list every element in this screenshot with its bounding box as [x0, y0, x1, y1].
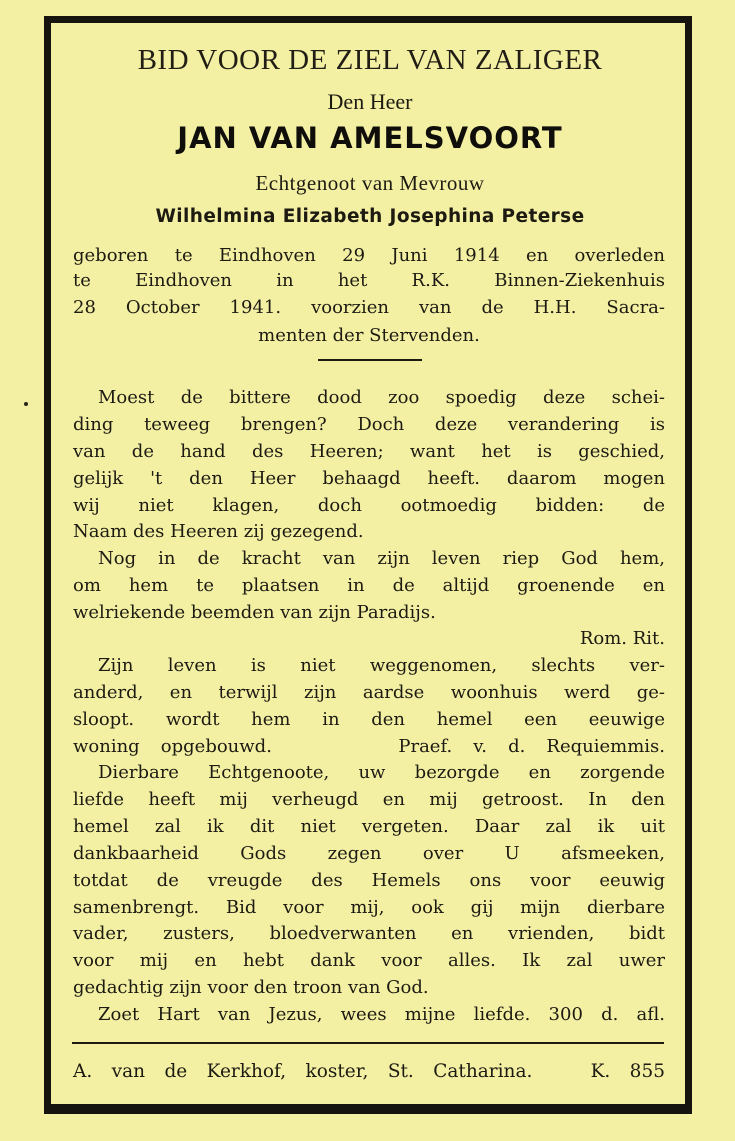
- text-line: Naam des Heeren zij gezegend.: [73, 521, 364, 542]
- text-line: liefde heeft mij verheugd en mij getroost. In den: [73, 789, 665, 810]
- text-line: samenbrengt. Bid voor mij, ook gij mijn dierbare: [73, 897, 665, 918]
- text-line: voor mij en hebt dank voor alles. Ik zal uwer: [73, 950, 665, 971]
- text-line: Nog in de kracht van zijn leven riep God hem,: [98, 548, 665, 569]
- footer-divider: [72, 1042, 664, 1044]
- divider: [318, 359, 422, 361]
- text-line: hemel zal ik dit niet vergeten. Daar zal ik uit: [73, 816, 665, 837]
- text-line: anderd, en terwijl zijn aardse woonhuis werd ge-: [73, 682, 665, 703]
- birth-death-line: te Eindhoven in het R.K. Binnen-Ziekenhuis: [73, 270, 665, 291]
- text-line: Dierbare Echtgenoote, uw bezorgde en zorgende: [98, 762, 665, 783]
- text-line: wij niet klagen, doch ootmoedig bidden: de: [73, 495, 665, 516]
- printer-credit: A. van de Kerkhof, koster, St. Catharina. K. 855: [73, 1061, 665, 1082]
- text-line: sloopt. wordt hem in den hemel een eeuwige: [73, 709, 665, 730]
- honorific: Den Heer: [327, 89, 413, 114]
- text-line: totdat de vreugde des Hemels ons voor eeuwig: [73, 870, 665, 891]
- text-line: dankbaarheid Gods zegen over U afsmeeken,: [73, 843, 665, 864]
- spouse-name: Wilhelmina Elizabeth Josephina Peterse: [155, 206, 585, 227]
- text-line: ding teweeg brengen? Doch deze verandering is: [73, 414, 665, 435]
- text-line: om hem te plaatsen in de altijd groenende en: [73, 575, 665, 596]
- deceased-name: JAN VAN AMELSVOORT: [177, 121, 563, 155]
- text-line: van de hand des Heeren; want het is geschied,: [73, 441, 665, 462]
- card-header: BID VOOR DE ZIEL VAN ZALIGER: [137, 44, 603, 76]
- text-line: Zijn leven is niet weggenomen, slechts ver-: [98, 655, 665, 676]
- text-line: gedachtig zijn voor den troon van God.: [73, 977, 429, 998]
- birth-death-line: menten der Stervenden.: [258, 325, 480, 346]
- text-line: gelijk 't den Heer behaagd heeft. daarom mogen: [73, 468, 665, 489]
- text-line: Rom. Rit.: [579, 628, 665, 649]
- text-line: Moest de bittere dood zoo spoedig deze schei-: [98, 387, 665, 408]
- text-line: woning opgebouwd. Praef. v. d. Requiemmis.: [73, 736, 665, 757]
- paper-speck: [24, 402, 28, 406]
- birth-death-line: geboren te Eindhoven 29 Juni 1914 en overleden: [73, 245, 665, 266]
- text-line: vader, zusters, bloedverwanten en vrienden, bidt: [73, 923, 665, 944]
- spouse-intro: Echtgenoot van Mevrouw: [255, 171, 485, 195]
- text-line: welriekende beemden van zijn Paradijs.: [73, 602, 436, 623]
- birth-death-line: 28 October 1941. voorzien van de H.H. Sacra-: [73, 297, 665, 318]
- text-line: Zoet Hart van Jezus, wees mijne liefde. 300 d. afl.: [98, 1004, 665, 1025]
